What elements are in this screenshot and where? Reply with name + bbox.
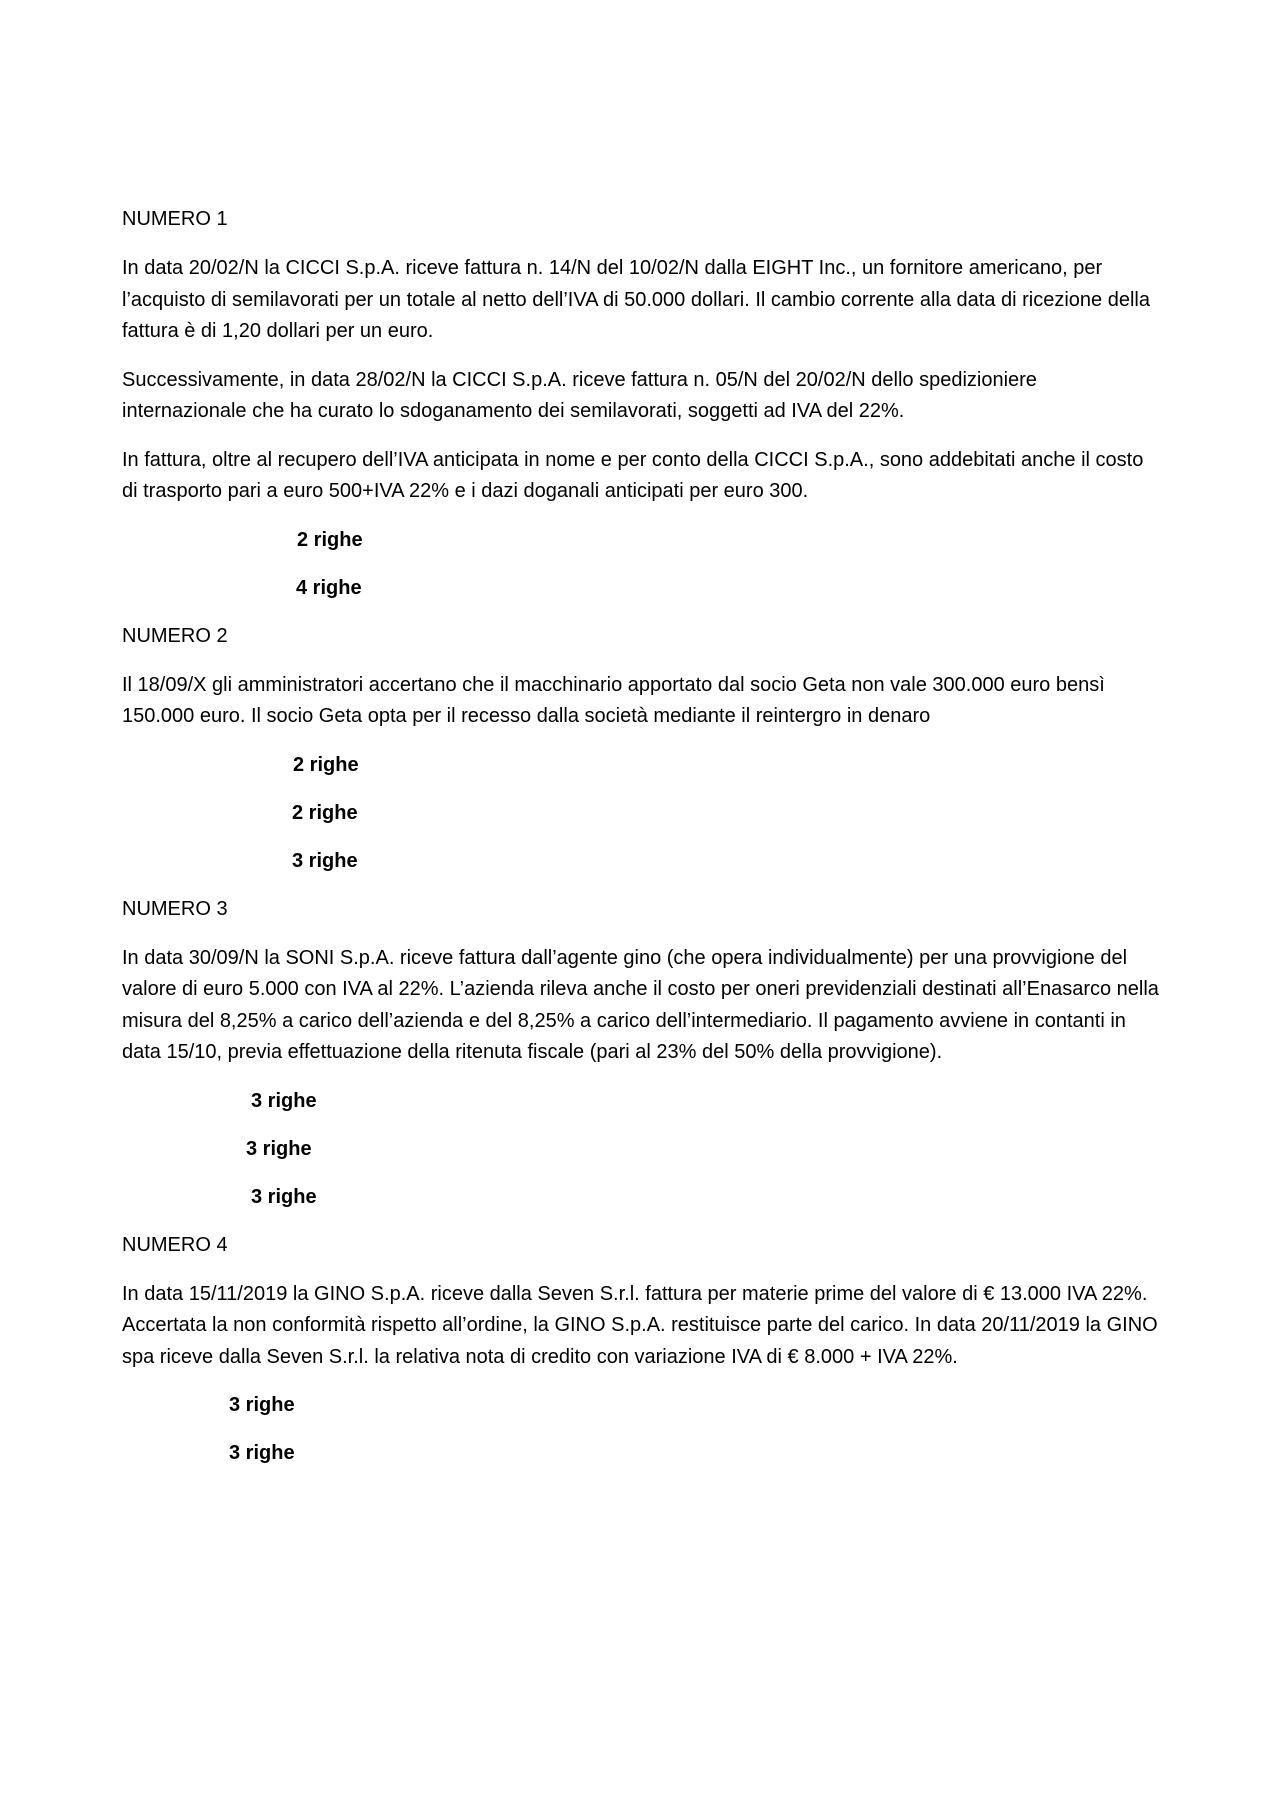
section-1-paragraph-2: Successivamente, in data 28/02/N la CICCI S.p.A. riceve fattura n. 05/N del 20/02/N dello spedizioniere internazionale che ha curato lo sdoganamento dei semilavorati, soggetti ad IVA del 22%. xyxy=(122,368,1037,422)
section-heading-2: NUMERO 2 xyxy=(122,624,228,647)
section-2-paragraph-1: Il 18/09/X gli amministratori accertano che il macchinario apportato dal socio Geta non vale 300.000 euro bensì 150.000 euro. Il socio Geta opta per il recesso dalla società mediante il reintergro in denaro xyxy=(122,673,1105,727)
righe-label: 3 righe xyxy=(292,849,358,872)
section-heading-1: NUMERO 1 xyxy=(122,208,228,230)
document-body xyxy=(122,204,1162,1486)
section-1-paragraph-1: In data 20/02/N la CICCI S.p.A. riceve fattura n. 14/N del 10/02/N dalla EIGHT Inc., un fornitore americano, per l’acquisto di semilavorati per un totale al netto dell’IVA di 50.000 dollari. Il cambio corrente alla data di ricezione della fattura è di 1,20 dollari per un euro. xyxy=(122,257,1150,342)
righe-label: 2 righe xyxy=(293,753,359,776)
righe-label: 3 righe xyxy=(229,1394,295,1416)
righe-label: 3 righe xyxy=(251,1185,317,1208)
righe-label: 4 righe xyxy=(296,576,362,599)
section-4-paragraph-1: In data 15/11/2019 la GINO S.p.A. riceve dalla Seven S.r.l. fattura per materie prime del valore di € 13.000 IVA 22%. Accertata la non conformità rispetto all’ordine, la GINO S.p.A. restituisce parte del carico. In data 20/11/2019 la GINO spa riceve dalla Seven S.r.l. la relativa nota di credito con variazione IVA di € 8.000 + IVA 22%. xyxy=(122,1282,1158,1368)
righe-label: 3 righe xyxy=(246,1137,312,1160)
righe-label: 2 righe xyxy=(292,801,358,824)
righe-label: 3 righe xyxy=(229,1442,295,1464)
righe-label: 2 righe xyxy=(297,528,363,551)
section-heading-3: NUMERO 3 xyxy=(122,897,228,920)
righe-label: 3 righe xyxy=(251,1089,317,1112)
section-1-paragraph-3: In fattura, oltre al recupero dell’IVA anticipata in nome e per conto della CICCI S.p.A., sono addebitati anche il costo di trasporto pari a euro 500+IVA 22% e i dazi doganali anticipati per euro 300. xyxy=(122,448,1144,502)
section-3-paragraph-1: In data 30/09/N la SONI S.p.A. riceve fattura dall’agente gino (che opera individualmente) per una provvigione del valore di euro 5.000 con IVA al 22%. L’azienda rileva anche il costo per oneri previdenziali destinati all’Enasarco nella misura del 8,25% a carico dell’azienda e del 8,25% a carico dell’intermediario. Il pagamento avviene in contanti in data 15/10, previa effettuazione della ritenuta fiscale (pari al 23% del 50% della provvigione). xyxy=(122,946,1159,1063)
section-heading-4: NUMERO 4 xyxy=(122,1233,228,1256)
